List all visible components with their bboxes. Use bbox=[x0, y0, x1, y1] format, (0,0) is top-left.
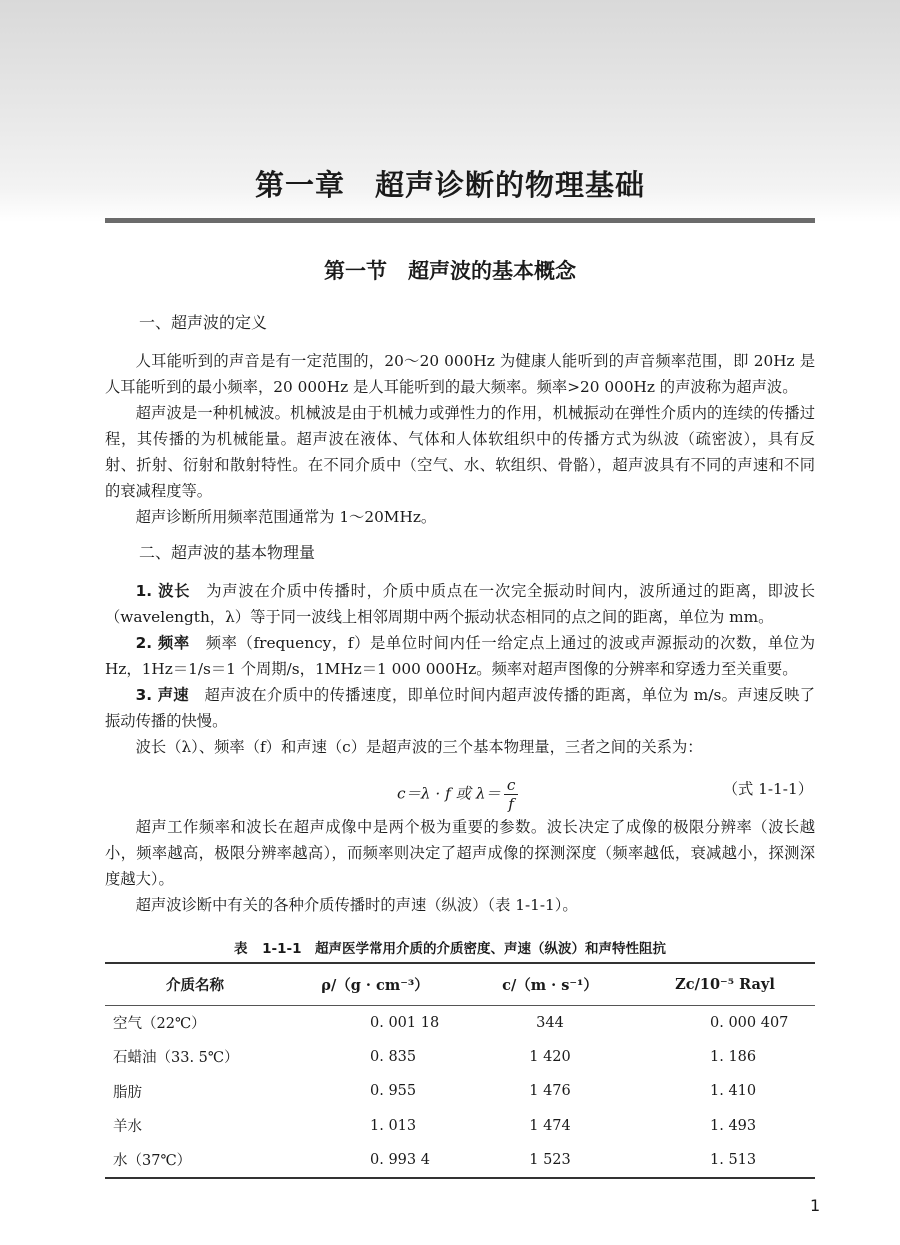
item-frequency bbox=[105, 630, 815, 682]
body-content bbox=[105, 310, 815, 918]
table-cell: 0. 001 18 bbox=[370, 1014, 440, 1031]
table-cell: 石蜡油（33. 5℃） bbox=[113, 1050, 239, 1067]
table-cell: 1. 013 bbox=[370, 1117, 417, 1134]
section-title: 第一节 超声波的基本概念 bbox=[324, 258, 576, 283]
table-cell: 0. 000 407 bbox=[710, 1014, 789, 1031]
table-header-row bbox=[105, 963, 815, 1005]
col-header: c/（m · s⁻¹） bbox=[502, 976, 598, 994]
term: 3. 声速 bbox=[135, 686, 189, 704]
table-cell: 1 476 bbox=[529, 1083, 571, 1100]
paragraph: 超声工作频率和波长在超声成像中是两个极为重要的参数。波长决定了成像的极限分辨率（波长越小，频率越高，极限分辨率越高），而频率则决定了超声成像的探测深度（频率越低，衰减越小，探测深度越大）。 bbox=[105, 818, 815, 888]
item-speed bbox=[105, 682, 815, 734]
table-caption: 表 1-1-1 超声医学常用介质的介质密度、声速（纵波）和声特性阻抗 bbox=[233, 941, 667, 957]
formula-numerator: c bbox=[504, 776, 519, 795]
table-cell: 脂肪 bbox=[113, 1084, 142, 1101]
heading-quantities: 二、超声波的基本物理量 bbox=[139, 543, 316, 562]
formula-left: c＝λ · f 或 λ＝ bbox=[397, 784, 501, 803]
paragraph: 超声波是一种机械波。机械波是由于机械力或弹性力的作用，机械振动在弹性介质内的连续的传播过程，其传播的为机械能量。超声波在液体、气体和人体软组织中的传播方式为纵波（疏密波），具有反射、折射、衍射和散射特性。在不同介质中（空气、水、软组织、骨骼），超声波具有不同的声速和不同的衰减程度等。 bbox=[105, 404, 815, 500]
table-row bbox=[105, 1074, 815, 1109]
table-cell: 1. 493 bbox=[710, 1117, 757, 1134]
col-header: Zc/10⁻⁵ Rayl bbox=[675, 975, 775, 993]
table-cell: 344 bbox=[536, 1014, 564, 1031]
term-text: 为声波在介质中传播时，介质中质点在一次完全振动时间内，波所通过的距离，即波长（wavelength，λ）等于同一波线上相邻周期中两个振动状态相同的点之间的距离，单位为 mm。 bbox=[105, 582, 815, 626]
table-cell: 1. 186 bbox=[710, 1048, 757, 1065]
paragraph: 超声诊断所用频率范围通常为 1～20MHz。 bbox=[135, 508, 437, 526]
paragraph: 波长（λ）、频率（f）和声速（c）是超声波的三个基本物理量，三者之间的关系为： bbox=[135, 738, 703, 756]
formula bbox=[105, 764, 815, 812]
divider bbox=[105, 218, 815, 223]
paragraph: 超声波诊断中有关的各种介质传播时的声速（纵波）（表 1-1-1）。 bbox=[135, 896, 578, 914]
table-cell: 1 523 bbox=[529, 1151, 571, 1168]
media-table bbox=[105, 962, 815, 1179]
table-cell: 1. 513 bbox=[710, 1151, 757, 1168]
page-number: 1 bbox=[810, 1196, 821, 1215]
table-row bbox=[105, 1109, 815, 1144]
chapter-title: 第一章 超声诊断的物理基础 bbox=[254, 168, 645, 202]
term: 2. 频率 bbox=[135, 634, 190, 652]
table-cell: 水（37℃） bbox=[113, 1153, 192, 1170]
col-header: ρ/（g · cm⁻³） bbox=[321, 976, 429, 994]
term-text: 超声波在介质中的传播速度，即单位时间内超声波传播的距离，单位为 m/s。声速反映了振动传播的快慢。 bbox=[105, 686, 816, 730]
table-cell: 1 474 bbox=[529, 1117, 571, 1134]
table-row bbox=[105, 1005, 815, 1040]
table-cell: 0. 835 bbox=[370, 1048, 417, 1065]
table-cell: 0. 955 bbox=[370, 1083, 417, 1100]
term: 1. 波长 bbox=[135, 582, 191, 600]
col-header: 介质名称 bbox=[166, 976, 224, 994]
item-wavelength bbox=[105, 578, 815, 630]
table-cell: 空气（22℃） bbox=[113, 1016, 206, 1032]
table-row bbox=[105, 1040, 815, 1075]
table-cell: 羊水 bbox=[113, 1119, 142, 1136]
formula-denominator: f bbox=[508, 795, 514, 813]
formula-label: （式 1-1-1） bbox=[722, 780, 813, 798]
table-cell: 1 420 bbox=[529, 1048, 571, 1065]
table-cell: 1. 410 bbox=[710, 1083, 757, 1100]
table-row bbox=[105, 1143, 815, 1178]
heading-definition: 一、超声波的定义 bbox=[139, 313, 268, 332]
paragraph: 人耳能听到的声音是有一定范围的，20～20 000Hz 为健康人能听到的声音频率范围，即 20Hz 是人耳能听到的最小频率，20 000Hz 是人耳能听到的最大频率。频率>20 000Hz 的声波称为超声波。 bbox=[105, 352, 815, 396]
term-text: 频率（frequency，f）是单位时间内任一给定点上通过的波或声源振动的次数，单位为 Hz，1Hz＝1/s＝1 个周期/s，1MHz＝1 000 000Hz。频率对超声图像的分辨率和穿透力至关重要。 bbox=[105, 634, 816, 678]
table-cell: 0. 993 4 bbox=[370, 1151, 430, 1168]
